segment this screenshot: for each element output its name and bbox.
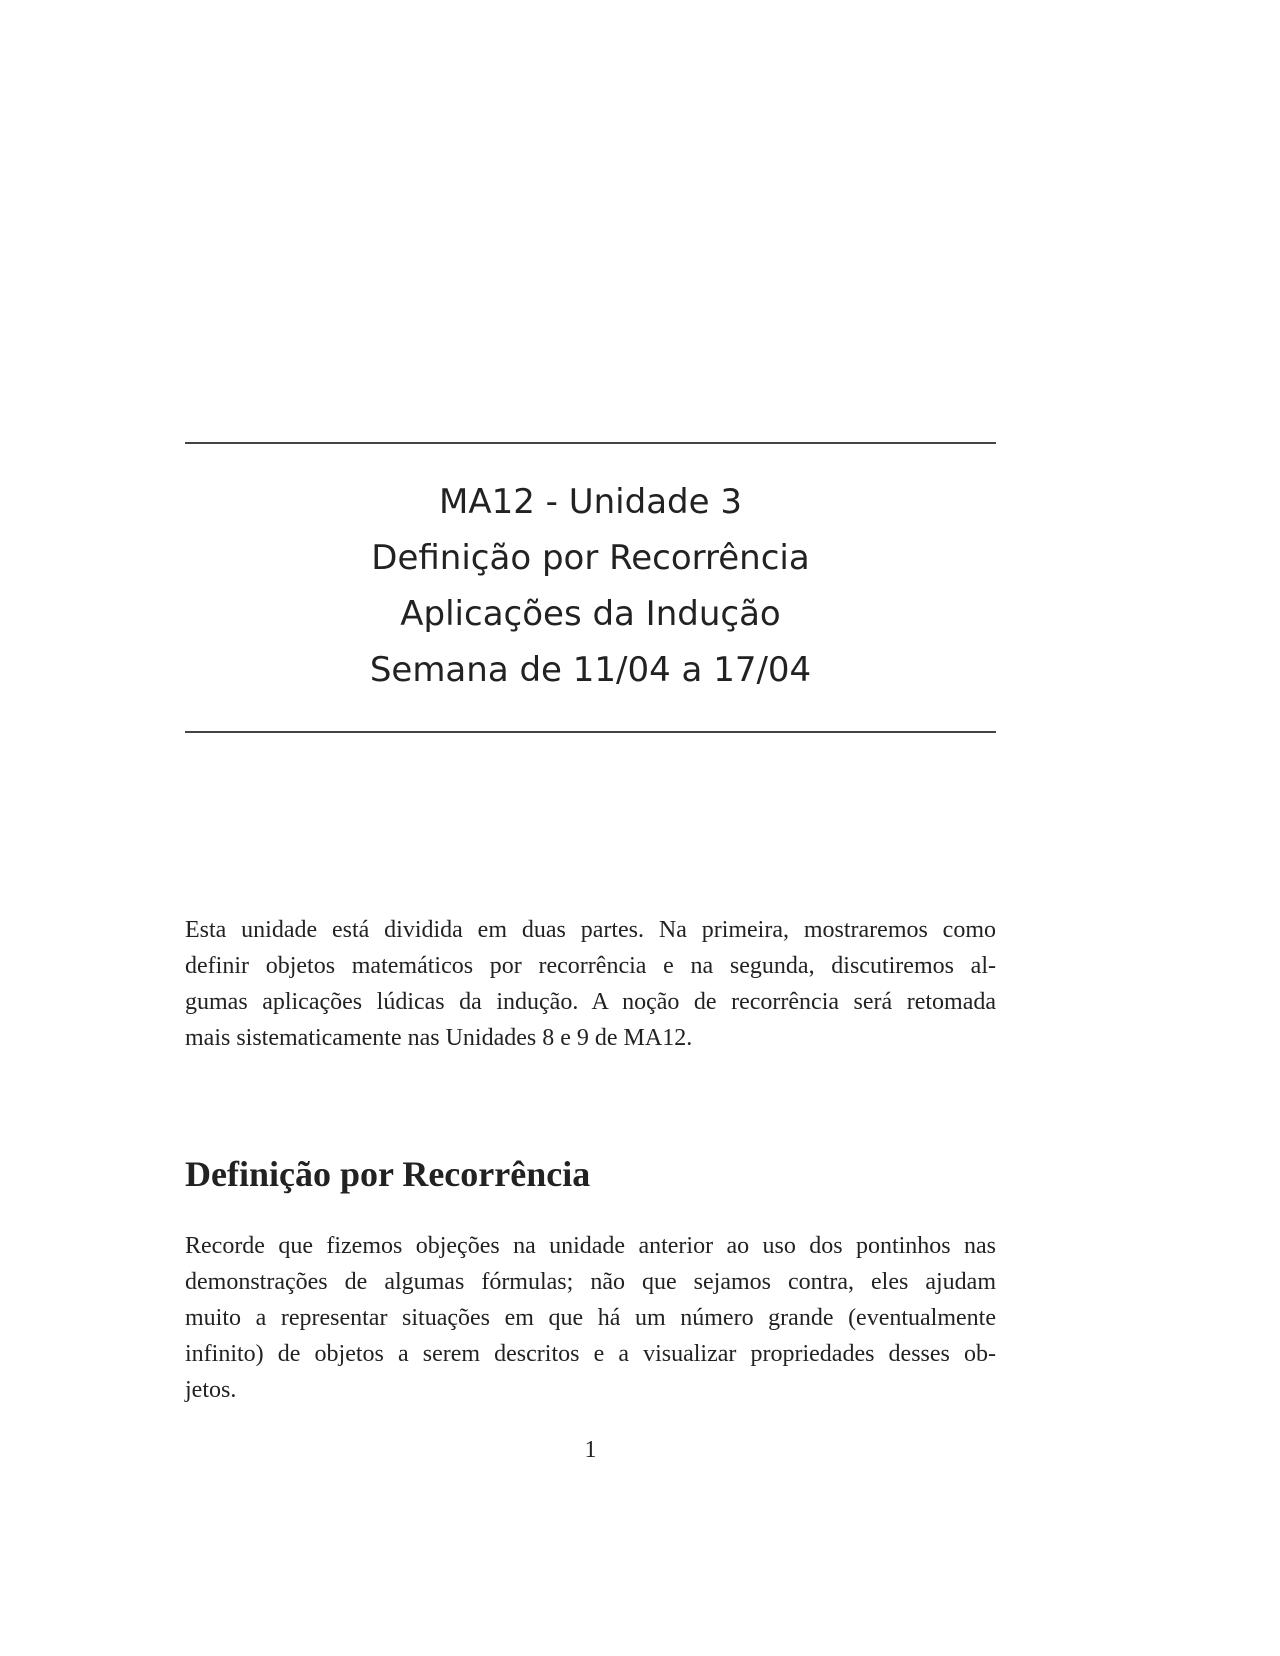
title-bottom-rule [185,731,996,733]
title-block [185,474,996,698]
section-line: muito a representar situações em que há um número grande (eventualmente [185,1305,996,1331]
section-line: jetos. [185,1377,237,1403]
section-line: infinito) de objetos a serem descritos e a visualizar propriedades desses ob- [185,1341,996,1367]
intro-line: mais sistematicamente nas Unidades 8 e 9 de MA12. [185,1025,693,1051]
intro-paragraph [185,912,996,1056]
course-title: MA12 - Unidade 3 [439,482,742,522]
intro-line: definir objetos matemáticos por recorrência e na segunda, discutiremos al- [185,953,996,979]
unit-title: Definição por Recorrência [371,538,810,578]
section-paragraph [185,1228,996,1408]
title-top-rule [185,442,996,444]
intro-line: Esta unidade está dividida em duas partes. Na primeira, mostraremos como [185,917,996,943]
intro-line: gumas aplicações lúdicas da indução. A noção de recorrência será retomada [185,989,996,1015]
page-number: 1 [584,1437,597,1463]
week-dates: Semana de 11/04 a 17/04 [369,650,812,690]
section-heading: Definição por Recorrência [185,1154,591,1194]
section-line: demonstrações de algumas fórmulas; não que sejamos contra, eles ajudam [185,1269,996,1295]
unit-subtitle: Aplicações da Indução [400,594,781,634]
section-line: Recorde que fizemos objeções na unidade anterior ao uso dos pontinhos nas [185,1233,996,1259]
